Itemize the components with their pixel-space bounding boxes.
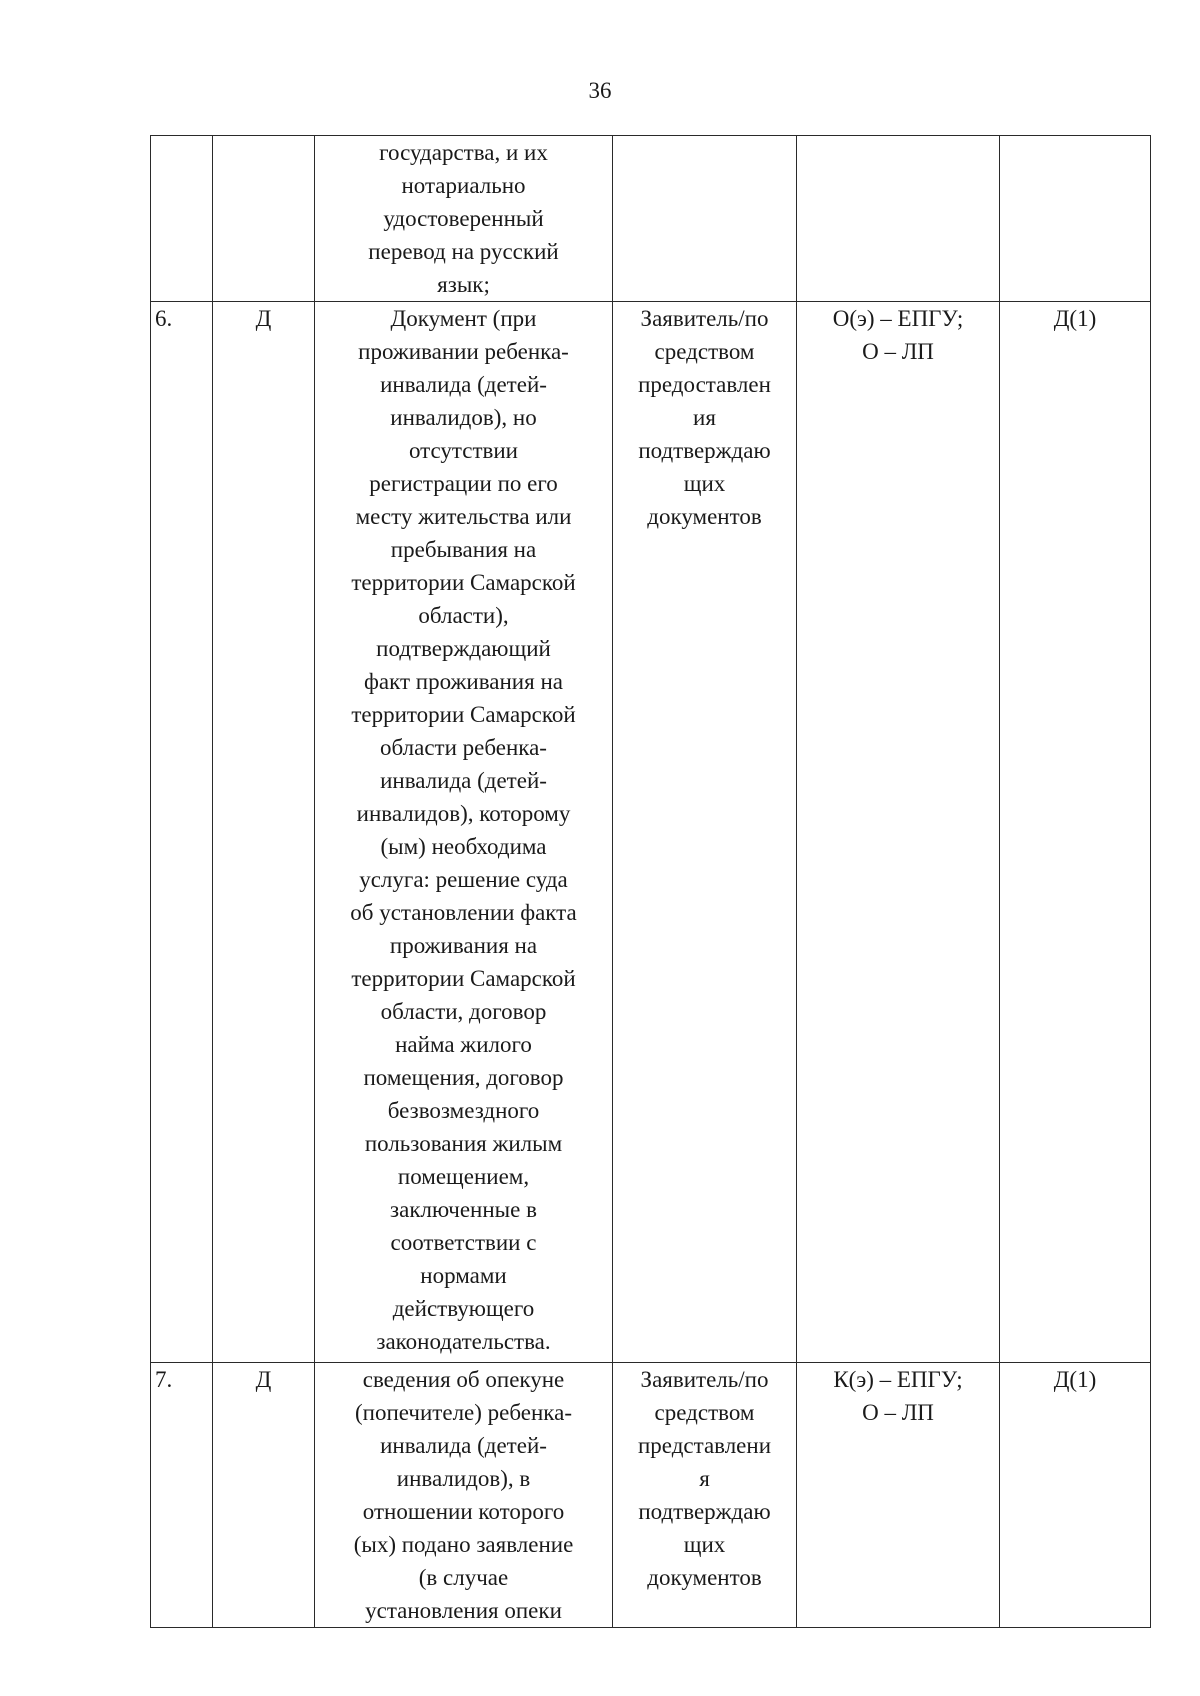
row-number-cell: 7.	[151, 1363, 213, 1628]
applicant-cell-line: я	[699, 1466, 710, 1491]
document-description-cell-line: услуга: решение суда	[359, 867, 568, 892]
document-description-cell-line: законодательства.	[376, 1329, 551, 1354]
document-description-cell-line: нотариально	[401, 173, 526, 198]
applicant-cell-line: документов	[647, 1565, 762, 1590]
document-description-cell-line: проживания на	[389, 933, 538, 958]
document-description-cell-line: пользования жилым	[364, 1131, 563, 1156]
document-description-cell-line: инвалида (детей-	[380, 372, 547, 397]
document-description-cell-line: инвалидов), в	[396, 1466, 531, 1491]
applicant-cell	[613, 136, 797, 302]
applicant-cell-line: щих	[683, 471, 726, 496]
document-description-cell-line: проживании ребенка-	[358, 339, 569, 364]
document-description-cell-line: области, договор	[380, 999, 547, 1024]
document-description-cell-line: области),	[418, 603, 509, 628]
document-description-cell-line: язык;	[437, 272, 490, 297]
document-type-cell	[213, 136, 315, 302]
document-description-cell-line: найма жилого	[395, 1032, 532, 1057]
document-description-cell-line: регистрации по его	[369, 471, 558, 496]
document-description-cell-line: пребывания на	[390, 537, 537, 562]
document-description-cell-line: отношении которого	[362, 1499, 565, 1524]
document-description-cell-line: инвалида (детей-	[380, 1433, 547, 1458]
document-code-cell: Д(1)	[1000, 1363, 1151, 1628]
document-description-cell-line: перевод на русский	[368, 239, 559, 264]
document-description-cell-line: заключенные в	[390, 1197, 537, 1222]
applicant-cell-line: предоставлен	[638, 372, 771, 397]
document-type-cell: Д	[213, 1363, 315, 1628]
applicant-cell	[613, 302, 797, 1363]
document-description-cell-line: помещением,	[397, 1164, 530, 1189]
document-description-cell-line: (попечителе) ребенка-	[355, 1400, 572, 1425]
document-description-cell	[315, 302, 613, 1363]
document-description-cell-line: установления опеки	[365, 1598, 562, 1623]
document-description-cell-line: территории Самарской	[351, 966, 576, 991]
applicant-cell-line: Заявитель/по	[640, 306, 769, 331]
applicant-cell-line: ия	[693, 405, 716, 430]
applicant-cell-line: Заявитель/по	[640, 1367, 769, 1392]
document-description-cell-line: безвозмездного	[387, 1098, 540, 1123]
row-number-cell	[151, 136, 213, 302]
document-description-cell-line: территории Самарской	[351, 702, 576, 727]
submission-form-cell-line: О – ЛП	[862, 1400, 934, 1425]
submission-form-cell	[797, 302, 1000, 1363]
submission-form-cell	[797, 136, 1000, 302]
submission-form-cell-line: О(э) – ЕПГУ;	[832, 306, 964, 331]
table-body	[151, 136, 1151, 1628]
submission-form-cell-line: К(э) – ЕПГУ;	[833, 1367, 963, 1392]
document-description-cell-line: (ых) подано заявление	[353, 1532, 574, 1557]
document-description-cell-line: нормами	[420, 1263, 507, 1288]
document-description-cell	[315, 136, 613, 302]
row-number-cell: 6.	[151, 302, 213, 1363]
document-code-cell: Д(1)	[1000, 302, 1151, 1363]
submission-form-cell	[797, 1363, 1000, 1628]
document-description-cell-line: сведения об опекуне	[362, 1367, 565, 1392]
document-description-cell-line: подтверждающий	[376, 636, 551, 661]
document-description-cell-line: Документ (при	[390, 306, 537, 331]
document-description-cell-line: (ым) необходима	[380, 834, 547, 859]
applicant-cell-line: щих	[683, 1532, 726, 1557]
document-description-cell	[315, 1363, 613, 1628]
document-description-cell-line: помещения, договор	[363, 1065, 564, 1090]
submission-form-cell-line: О – ЛП	[862, 339, 934, 364]
document-description-cell-line: инвалида (детей-	[380, 768, 547, 793]
applicant-cell	[613, 1363, 797, 1628]
document-type-cell: Д	[213, 302, 315, 1363]
applicant-cell-line: документов	[647, 504, 762, 529]
document-description-cell-line: месту жительства или	[355, 504, 572, 529]
document-description-cell-line: факт проживания на	[364, 669, 563, 694]
page-number: 36	[588, 78, 612, 103]
applicant-cell-line: средством	[654, 339, 755, 364]
table-row	[151, 136, 1151, 302]
applicant-cell-line: подтверждаю	[638, 438, 771, 463]
document-code-cell	[1000, 136, 1151, 302]
applicant-cell-line: подтверждаю	[638, 1499, 771, 1524]
table-row	[151, 1363, 1151, 1628]
document-description-cell-line: об установлении факта	[350, 900, 577, 925]
document-description-cell-line: области ребенка-	[380, 735, 547, 760]
document-description-cell-line: соответствии с	[390, 1230, 537, 1255]
document-description-cell-line: действующего	[392, 1296, 535, 1321]
document-description-cell-line: (в случае	[418, 1565, 509, 1590]
applicant-cell-line: средством	[654, 1400, 755, 1425]
applicant-cell-line: представлени	[637, 1433, 772, 1458]
document-description-cell-line: отсутствии	[408, 438, 518, 463]
document-description-cell-line: государства, и их	[379, 140, 548, 165]
documents-table	[150, 135, 1151, 1628]
document-description-cell-line: инвалидов), которому	[356, 801, 571, 826]
document-description-cell-line: территории Самарской	[351, 570, 576, 595]
document-description-cell-line: удостоверенный	[383, 206, 544, 231]
document-description-cell-line: инвалидов), но	[390, 405, 537, 430]
table-row	[151, 302, 1151, 1363]
